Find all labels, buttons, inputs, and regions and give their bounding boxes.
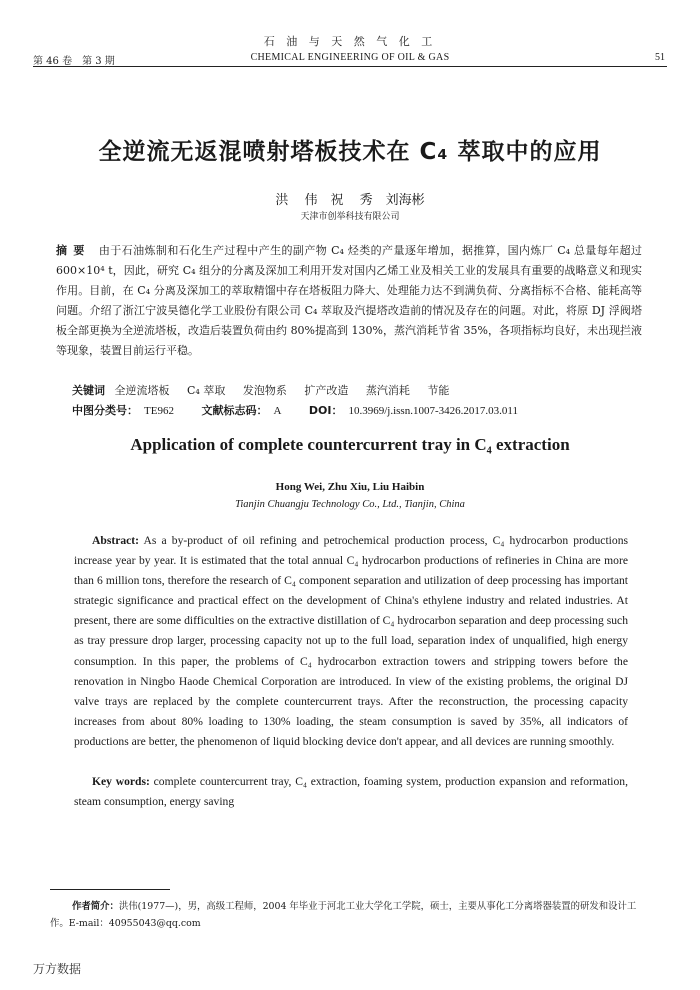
title-cn: 全逆流无返混喷射塔板技术在 C₄ 萃取中的应用 [98,139,602,165]
keywords-cn [72,381,642,401]
classification-cn [72,401,642,421]
abstract-en [74,531,628,752]
keyword-cn: 节能 [427,384,450,397]
keywords-en-label: Key words: [92,775,150,788]
affiliation-cn: 天津市创举科技有限公司 [300,212,400,222]
keyword-cn: 蒸汽消耗 [365,384,410,397]
keyword-cn: 全逆流塔板 [114,384,170,397]
footnote-label: 作者简介： [72,901,119,912]
keyword-cn: C₄ 萃取 [187,384,226,397]
footnote-rule [50,889,170,890]
abstract-cn [56,241,642,361]
abstract-cn-text: 由于石油炼制和石化生产过程中产生的副产物 C₄ 烃类的产量逐年增加，据推算，国内炼厂 C₄ 总量每年超过 600×10⁴ t，因此，研究 C₄ 组分的分离及深加工利用开发对国内乙烯工业及相关工业的发展具有重要的战略意义和现实作用。目前，在 C₄ 分离及深加工的萃取精馏中存在塔板阻力降大、处理能力达不到满负荷、分离指标不合格、能耗高等问题。介绍了浙江宁波昊德化学工业股份有限公司 C₄ 萃取及汽提塔改造前的情况及存在的问题。对此，将原 DJ 浮阀塔板全部更换为全逆流塔板，改造后装置负荷由约 80%提高到 130%，蒸汽消耗节省 35%，各项指标均良好，未出现拦液等现象，装置目前运行平稳。 [56,244,643,357]
clc-code: 中图分类号： TE962 [72,404,174,417]
volume-issue: 第 46 卷 第 3 期 [33,56,115,67]
document-code: 文献标志码： A [201,404,282,417]
journal-name-cn: 石 油 与 天 然 气 化 工 [263,35,437,48]
footnote-text: 洪伟(1977—)，男，高级工程师，2004 年毕业于河北工业大学化工学院，硕士，主要从事化工分离塔器装置的研发和设计工作。E-mail：40955043@qq.com [50,901,637,929]
page-number: 51 [655,52,665,63]
keyword-cn: 发泡物系 [242,384,287,397]
abstract-en-text: As a by-product of oil refining and petrochemical production process, C₄ hydrocarbon productions increase year by year. It is estimated that the total annual C₄ hydrocarbon productions of refineries in China are more than 6 million tons, therefore the research of C₄ component separation and utilization of deep processing has important strategic significance and practical effect on the development of China's ethylene industry and related industries. At present, there are some difficulties on the extractive distillation of C₄ hydrocarbon separation and deep processing such as tray pressure drop larger, processing capacity not up to the full load, separation index of unqualified, high energy consumption. In this paper, the problems of C₄ hydrocarbon extraction towers and stripping towers before the renovation in Ningbo Haode Chemical Corporation are introduced. In view of the existing problems, the original DJ valve trays are replaced by the complete countercurrent trays. After the reconstruction, the processing capacity increases from about 80% loading to 130% loading, the steam consumption is saved by 35%, all indicators of productions are better, the phenomenon of liquid blocking device don't appear, and all devices are running smoothly. [74,534,629,748]
journal-name-en: CHEMICAL ENGINEERING OF OIL & GAS [250,52,450,63]
keywords-en [74,772,628,812]
keywords-cn-label: 关键词 [72,384,105,397]
title-en: Application of complete countercurrent tray in C₄ extraction [130,435,570,454]
keywords-en-text: complete countercurrent tray, C₄ extraction, foaming system, production expansion and reformation, steam consumption, energy saving [74,775,628,809]
authors-en: Hong Wei, Zhu Xiu, Liu Haibin [275,481,425,493]
authors-cn: 洪 伟 祝 秀 刘海彬 [275,193,425,208]
abstract-en-label: Abstract: [92,534,140,547]
header-rule [33,66,667,67]
doi: DOI： 10.3969/j.issn.1007-3426.2017.03.011 [308,404,518,417]
watermark: 万方数据 [33,962,82,976]
keyword-cn: 扩产改造 [304,384,349,397]
abstract-cn-label: 摘要 [56,244,91,257]
author-footnote [50,898,655,932]
affiliation-en: Tianjin Chuangju Technology Co., Ltd., Tianjin, China [235,499,465,510]
